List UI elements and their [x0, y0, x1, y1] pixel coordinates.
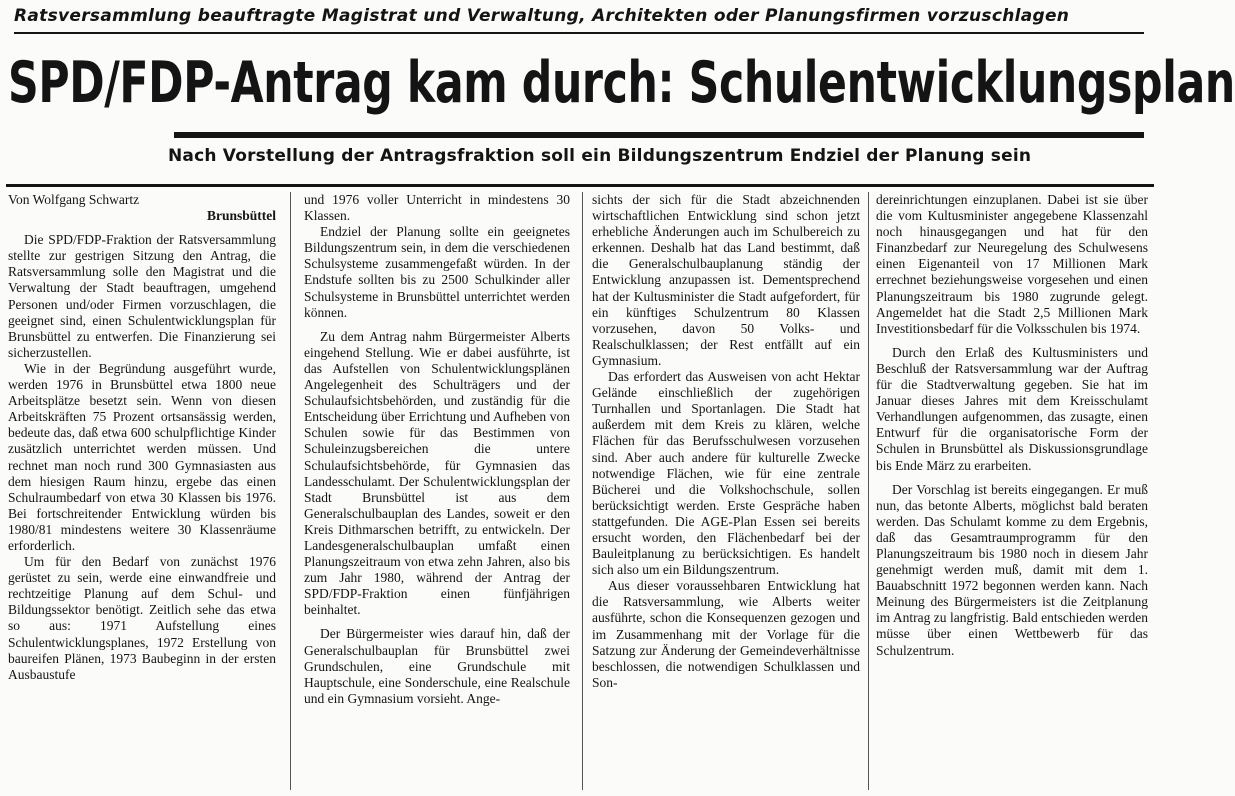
- paragraph: und 1976 voller Unterricht in mindestens 30 Klassen.: [304, 192, 570, 224]
- article-column-1: [8, 192, 276, 792]
- paragraph: Zu dem Antrag nahm Bürgermeister Alberts eingehend Stellung. Wie er dabei ausführte, ist das Aufstellen von Schulentwicklungsplänen Angelegenheit des Schulträgers und der Schulaufsichtsbehörden, und zuständig für die Entscheidung über Errichtung und Aufheben von Schulen sowie für das Bestimmen von Schuleinzugsbereichen die untere Schulaufsichtsbehörde, für Gymnasien das Landesschulamt. Der Schulentwicklungsplan der Stadt Brunsbüttel ist aus dem Generalschulbauplan des Landes, soweit er den Kreis Dithmarschen betrifft, zu entwickeln. Der Landesgeneralschulbauplan umfaßt einen Planungszeitraum von etwa zehn Jahren, also bis zum Jahr 1980, während der Antrag der SPD/FDP-Fraktion einen fünfjährigen beinhaltet.: [304, 328, 570, 618]
- paragraph: Um für den Bedarf von zunächst 1976 gerüstet zu sein, werde eine einwandfreie und rechtzeitige Planung auf dem Schul- und Bildungssektor benötigt. Zeitlich sehe das etwa so aus: 1971 Aufstellung eines Schulentwicklungsplanes, 1972 Erstellung von baureifen Plänen, 1973 Baubeginn in der ersten Ausbaustufe: [8, 554, 276, 682]
- subheadline-rule: [6, 184, 1154, 187]
- column-divider: [582, 192, 583, 790]
- paragraph: Endziel der Planung sollte ein geeignetes Bildungszentrum sein, in dem die verschiedenen Schulsysteme zusammengefaßt würden. In der Endstufe sollten bis zu 2500 Schulkinder aller Schulsysteme in Brunsbüttel unterrichtet werden können.: [304, 224, 570, 320]
- byline: Von Wolfgang Schwartz: [8, 192, 140, 207]
- column-divider: [290, 192, 291, 790]
- kicker-headline: Ratsversammlung beauftragte Magistrat und Verwaltung, Architekten oder Planungsfirmen vorzuschlagen: [14, 6, 1070, 26]
- dateline: Brunsbüttel: [206, 208, 276, 224]
- paragraph: Die SPD/FDP-Fraktion der Ratsversammlung stellte zur gestrigen Sitzung den Antrag, die Ratsversammlung solle den Magistrat und die Verwaltung der Stadt beauftragen, umgehend Personen und/oder Firmen vorzuschlagen, die geeignet sind, einen Schulentwicklungsplan für Brunsbüttel zu entwerfen. Die Finanzierung sei sicherzustellen.: [8, 232, 276, 360]
- paragraph: sichts der sich für die Stadt abzeichnenden wirtschaftlichen Entwicklung sind schon jetzt erhebliche Änderungen auch im Schulbereich zu erkennen. Deshalb hat das Land bestimmt, daß die Generalschulbauplanung ständig der Entwicklung anzupassen ist. Dementsprechend hat der Kultusminister die Stadt aufgefordert, für ein künftiges Schulzentrum 80 Klassen vorzusehen, davon 50 Volks- und Realschulklassen; der Rest entfällt auf ein Gymnasium.: [592, 192, 860, 368]
- paragraph: dereinrichtungen einzuplanen. Dabei ist sie über die vom Kultusminister angegebene Klassenzahl noch hinausgegangen und hat für den Finanzbedarf zur Neuregelung des Schulwesens einen Eigenanteil von 17 Millionen Mark errechnet beziehungsweise vorgesehen und einen Planungszeitraum bis 1980 zugrunde gelegt. Angemeldet hat die Stadt 2,5 Millionen Mark Investitionsbedarf für die Volksschulen bis 1974.: [876, 192, 1148, 336]
- main-headline: SPD/FDP-Antrag kam durch: Schulentwicklungsplan: [8, 50, 1235, 116]
- subheadline: Nach Vorstellung der Antragsfraktion soll ein Bildungszentrum Endziel der Planung sein: [168, 146, 1032, 166]
- kicker-rule: [14, 32, 1144, 34]
- article-column-3: [592, 192, 860, 792]
- article-column-2: [304, 192, 570, 792]
- paragraph: Durch den Erlaß des Kultusministers und Beschluß der Ratsversammlung war der Auftrag für die Stadtverwaltung gegeben. Sie hat im Januar dieses Jahres mit dem Kreisschulamt Verhandlungen aufgenommen, das zusagte, einen Entwurf für die organisatorische Form der Schulen in Brunsbüttel als Diskussionsgrundlage bis Ende März zu erarbeiten.: [876, 344, 1148, 473]
- paragraph: Der Vorschlag ist bereits eingegangen. Er muß nun, das betonte Alberts, möglichst bald beraten werden. Das Schulamt komme zu dem Ergebnis, daß das Gesamtraumprogramm für den Planungszeitraum bis 1980 noch in diesem Jahr genehmigt werden muß, damit mit dem 1. Bauabschnitt 1972 begonnen werden kann. Nach Meinung des Bürgermeisters ist die Zeitplanung im Antrag zu langfristig. Bald entschieden werden müsse über einen Wettbewerb für das Schulzentrum.: [876, 481, 1148, 658]
- paragraph: Aus dieser voraussehbaren Entwicklung hat die Ratsversammlung, wie Alberts weiter ausführte, schon die Konsequenzen gezogen und im Zusammenhang mit der Vorlage für die Satzung zur Änderung der Gemeindeverhältnisse beschlossen, die notwendigen Schulklassen und Son-: [592, 578, 860, 690]
- article-column-4: [876, 192, 1148, 792]
- paragraph: Das erfordert das Ausweisen von acht Hektar Gelände einschließlich der zugehörigen Turnhallen und Sportanlagen. Die Stadt hat außerdem mit dem Kreis zu klären, welche Flächen für das Berufsschulwesen vorzusehen sind. Aber auch andere für kulturelle Zwecke notwendige Flächen, wie für eine zentrale Bücherei und die Volkshochschule, sollen berücksichtigt werden. Erste Gespräche haben stattgefunden. Die AGE-Plan Essen sei bereits ersucht worden, den Flächenbedarf bei der Bauleitplanung zu berücksichtigen. Es handelt sich also um ein Bildungszentrum.: [592, 369, 860, 578]
- headline-rule: [174, 132, 1144, 138]
- paragraph: Der Bürgermeister wies darauf hin, daß der Generalschulbauplan für Brunsbüttel zwei Grundschulen, eine Grundschule mit Hauptschule, eine Sonderschule, eine Realschule und ein Gymnasium vorsieht. Ange-: [304, 626, 570, 706]
- column-divider: [868, 192, 869, 790]
- paragraph: Wie in der Begründung ausgeführt wurde, werden 1976 in Brunsbüttel etwa 1800 neue Arbeitsplätze besetzt sein. Wenn von diesen Arbeitskräften 75 Prozent ortsansässig werden, bedeute das, daß etwa 600 schulpflichtige Kinder zusätzlich unterrichtet werden müssen. Und rechnet man noch rund 300 Gymnasiasten aus dem hiesigen Raum hinzu, ergebe das einen Schulraumbedarf von etwa 30 Klassen bis 1976. Bei fortschreitender Entwicklung würden bis 1980/81 mindestens weitere 30 Klassenräume erforderlich.: [8, 360, 276, 553]
